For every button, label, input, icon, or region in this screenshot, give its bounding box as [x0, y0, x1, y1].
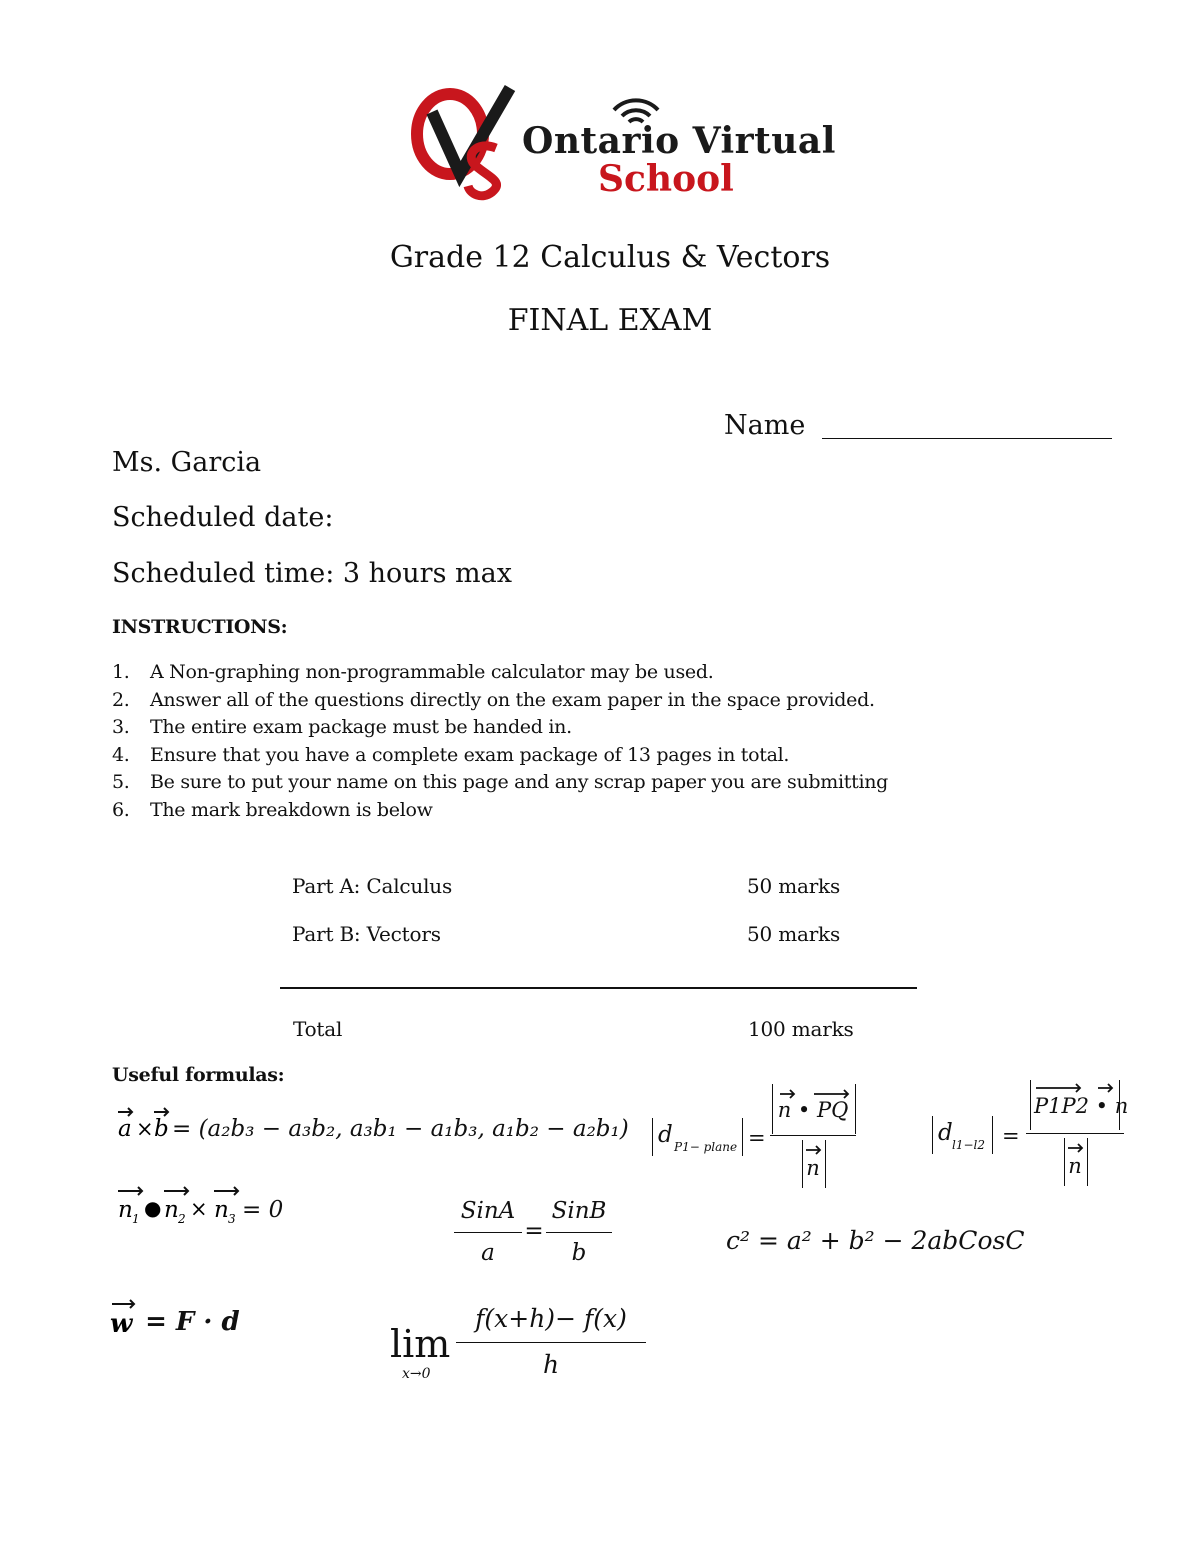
sine-law-den1: a	[481, 1240, 495, 1266]
line-distance-denominator: n	[1068, 1154, 1082, 1178]
svg-text:×: ×	[136, 1117, 154, 1141]
formulas-heading: Useful formulas:	[112, 1064, 285, 1086]
line-distance-formula: d l1−l2 = P1P2 • n n	[930, 1076, 1130, 1192]
sine-law-formula: SinA a = SinB b	[450, 1198, 615, 1278]
svg-text:b: b	[154, 1116, 169, 1142]
svg-text:a: a	[118, 1116, 132, 1142]
list-item: 1. A Non-graphing non-programmable calculator may be used.	[112, 661, 714, 683]
svg-text:●: ●	[144, 1196, 162, 1220]
part-b-marks: 50 marks	[747, 922, 841, 946]
teacher-name: Ms. Garcia	[112, 447, 262, 478]
lim-denominator: h	[542, 1350, 560, 1379]
list-item: 2. Answer all of the questions directly on the exam paper in the space provided.	[112, 688, 875, 711]
line-distance-subscript: l1−l2	[952, 1138, 985, 1152]
vector-arrows-icon	[1034, 1082, 1116, 1096]
vector-arrows-icon	[116, 1104, 172, 1144]
lim-subscript: x→0	[402, 1366, 431, 1382]
sine-law-num2: SinB	[551, 1198, 607, 1224]
work-formula: w = F · d	[110, 1296, 240, 1338]
point-plane-numerator: n • PQ	[777, 1098, 849, 1122]
logo-brand-line2: School	[598, 158, 734, 200]
total-label: Total	[293, 1017, 343, 1041]
point-plane-denominator: n	[806, 1156, 820, 1180]
instructions-heading: INSTRUCTIONS:	[112, 616, 288, 638]
scheduled-time: Scheduled time: 3 hours max	[112, 558, 512, 589]
total-marks: 100 marks	[748, 1017, 854, 1041]
cross-product-formula: a × b = (a₂b₃ − a₃b₂, a₃b₁ − a₁b₃, a₁b₂ − a₂b₁)	[116, 1104, 629, 1144]
svg-text:w: w	[110, 1309, 133, 1338]
point-plane-subscript: P1− plane	[674, 1140, 738, 1154]
sine-law-num1: SinA	[460, 1198, 516, 1224]
list-item: 5. Be sure to put your name on this page and any scrap paper you are submitting	[112, 771, 889, 794]
total-divider	[280, 987, 917, 989]
instructions-list	[112, 661, 888, 827]
exam-title: FINAL EXAM	[507, 303, 713, 338]
ovs-monogram-icon	[410, 82, 520, 202]
part-a-label: Part A: Calculus	[292, 874, 453, 898]
svg-text:1: 1	[132, 1212, 140, 1226]
line-distance-numerator: P1P2 • n	[1034, 1094, 1129, 1118]
list-item: 6. The mark breakdown is below	[112, 798, 433, 821]
list-item: 4. Ensure that you have a complete exam package of 13 pages in total.	[112, 743, 790, 766]
normal-vectors-icon	[116, 1183, 242, 1227]
logo-brand-line1: Ontario Virtual	[522, 120, 836, 162]
svg-text:2: 2	[178, 1212, 186, 1226]
lim-label: lim	[390, 1322, 451, 1366]
lim-numerator: f(x+h)− f(x)	[475, 1304, 627, 1333]
list-item: 3. The entire exam package must be handed in.	[112, 716, 572, 739]
normal-arrow-icon	[802, 1144, 824, 1156]
work-vector-icon	[110, 1296, 136, 1338]
part-a-marks: 50 marks	[747, 874, 841, 898]
part-b-label: Part B: Vectors	[292, 922, 441, 946]
coplanar-formula: n 1 ● n 2 × n 3 = 0	[116, 1183, 283, 1227]
svg-text:n: n	[164, 1197, 179, 1223]
svg-text:n: n	[118, 1197, 133, 1223]
school-logo	[410, 82, 836, 202]
scheduled-date: Scheduled date:	[112, 502, 334, 533]
svg-text:n: n	[214, 1197, 229, 1223]
sine-law-den2: b	[571, 1240, 587, 1266]
svg-text:×: ×	[190, 1197, 208, 1221]
point-plane-distance-formula: d P1− plane = n • PQ n	[650, 1082, 860, 1194]
derivative-limit-formula	[390, 1302, 650, 1392]
cosine-law-formula: c² = a² + b² − 2abCosC	[726, 1226, 1025, 1255]
name-field[interactable]	[822, 438, 1112, 439]
normal-arrow-icon	[1064, 1142, 1086, 1154]
course-title: Grade 12 Calculus & Vectors	[389, 240, 831, 275]
svg-text:3: 3	[228, 1212, 236, 1226]
name-label: Name	[724, 410, 806, 441]
vector-arrows-icon	[776, 1088, 852, 1102]
